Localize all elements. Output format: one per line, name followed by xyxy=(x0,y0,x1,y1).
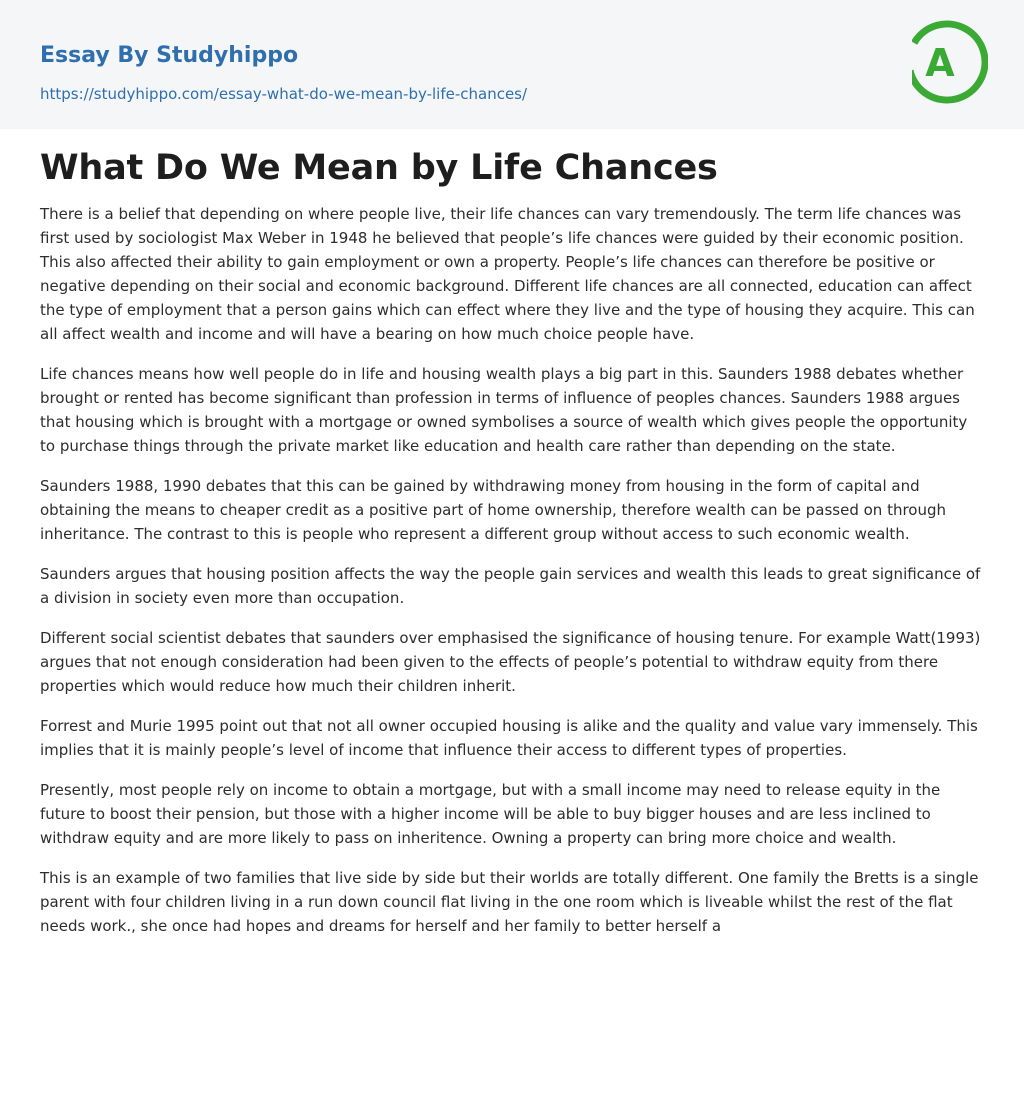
site-title[interactable]: Essay By Studyhippo xyxy=(40,43,299,68)
studyhippo-logo-icon[interactable] xyxy=(912,19,988,105)
essay-content xyxy=(40,146,984,954)
site-header xyxy=(0,0,1024,129)
essay-paragraph: There is a belief that depending on where people live, their life chances can vary tremendously. The term life chances was first used by sociologist Max Weber in 1948 he believed that people’s life chances were guided by their economic position. This also affected their ability to gain employment or own a property. People’s life chances can therefore be positive or negative depending on their social and economic background. Different life chances are all connected, education can affect the type of employment that a person gains which can effect where they live and the type of housing they acquire. This can all affect wealth and income and will have a bearing on how much choice people have. xyxy=(40,205,975,343)
essay-paragraph: Presently, most people rely on income to obtain a mortgage, but with a small income may need to release equity in the future to boost their pension, but those with a higher income will be able to buy bigger houses and are less inclined to withdraw equity and are more likely to pass on inheritence. Owning a property can bring more choice and wealth. xyxy=(40,781,941,847)
essay-paragraph: Life chances means how well people do in life and housing wealth plays a big part in this. Saunders 1988 debates whether brought or rented has become significant than profession in terms of influence of peoples chances. Saunders 1988 argues that housing which is brought with a mortgage or owned symbolises a source of wealth which gives people the opportunity to purchase things through the private market like education and health care rather than depending on the state. xyxy=(40,365,968,455)
essay-paragraph: Saunders argues that housing position affects the way the people gain services and wealth this leads to great significance of a division in society even more than occupation. xyxy=(40,565,981,607)
essay-paragraph: This is an example of two families that live side by side but their worlds are totally different. One family the Bretts is a single parent with four children living in a run down council flat living in the one room which is liveable whilst the rest of the flat needs work., she once had hopes and dreams for herself and her family to better herself a xyxy=(40,869,979,935)
essay-paragraph: Saunders 1988, 1990 debates that this can be gained by withdrawing money from housing in the form of capital and obtaining the means to cheaper credit as a positive part of home ownership, therefore wealth can be passed on through inheritance. The contrast to this is people who represent a different group without access to such economic wealth. xyxy=(40,477,947,543)
essay-url-link[interactable]: https://studyhippo.com/essay-what-do-we-mean-by-life-chances/ xyxy=(40,85,528,103)
logo-letter: A xyxy=(925,41,955,85)
essay-paragraph: Forrest and Murie 1995 point out that not all owner occupied housing is alike and the quality and value vary immensely. This implies that it is mainly people’s level of income that influence their access to different types of properties. xyxy=(40,717,978,759)
essay-title: What Do We Mean by Life Chances xyxy=(40,148,718,188)
essay-paragraph: Different social scientist debates that saunders over emphasised the significance of housing tenure. For example Watt(1993) argues that not enough consideration had been given to the effects of people’s potential to withdraw equity from there properties which would reduce how much their children inherit. xyxy=(40,629,981,695)
